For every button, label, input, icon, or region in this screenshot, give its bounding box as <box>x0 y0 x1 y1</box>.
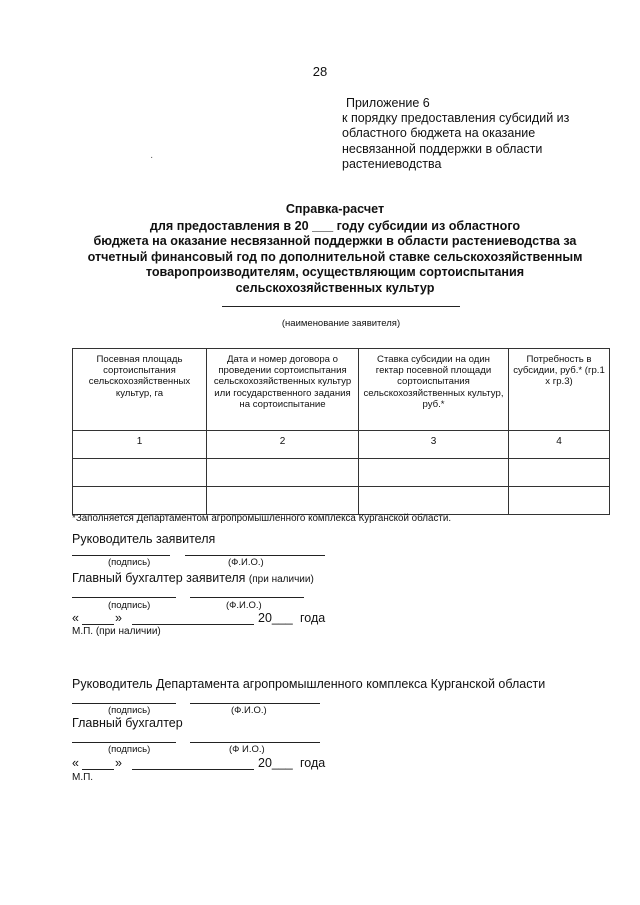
date-open-quote: « <box>72 756 79 770</box>
table-cell[interactable] <box>359 459 509 487</box>
name-caption: (Ф.И.О.) <box>226 600 262 611</box>
department-accountant-sign-line[interactable] <box>72 742 176 743</box>
table-number-row <box>73 431 610 459</box>
table-header-rate: Ставка субсидии на один гектар посевной площади сортоиспытания сельскохозяйственных культур, руб.* <box>359 349 509 431</box>
appendix-line: областного бюджета на оказание <box>342 126 536 141</box>
table-header-contract: Дата и номер договора о проведении сортоиспытания сельскохозяйственных культур или государственного задания на сортоиспытание <box>207 349 359 431</box>
year-blank[interactable]: ___ <box>271 611 293 625</box>
date-month-line[interactable] <box>132 769 254 770</box>
applicant-accountant-name-line[interactable] <box>190 597 304 598</box>
applicant-accountant-title: Главный бухгалтер заявителя <box>72 571 246 585</box>
table-cell[interactable] <box>509 487 610 515</box>
table-row <box>73 459 610 487</box>
date-open-quote: « <box>72 611 79 625</box>
date-close-quote: » <box>115 611 122 625</box>
applicant-head-sign-line[interactable] <box>72 555 170 556</box>
department-accountant-label: Главный бухгалтер <box>72 716 183 730</box>
document-title <box>70 202 600 297</box>
table-cell[interactable] <box>359 487 509 515</box>
year-blank[interactable]: ___ <box>271 756 293 770</box>
stamp-label: М.П. <box>72 772 94 783</box>
department-head-sign-line[interactable] <box>72 703 176 704</box>
year-prefix <box>258 611 293 625</box>
date-day-line[interactable] <box>82 769 114 770</box>
applicant-head-name-line[interactable] <box>185 555 325 556</box>
table-header-area: Посевная площадь сортоиспытания сельскохозяйственных культур, га <box>73 349 207 431</box>
sign-caption: (подпись) <box>108 744 151 755</box>
document-title-line: сельскохозяйственных культур <box>235 280 435 295</box>
applicant-accountant-sign-line[interactable] <box>72 597 176 598</box>
table-cell[interactable] <box>73 487 207 515</box>
year-suffix: года <box>300 611 326 625</box>
appendix-title: Приложение 6 <box>346 96 430 110</box>
column-number: 4 <box>509 431 610 459</box>
table-cell[interactable] <box>207 487 359 515</box>
department-head-name-line[interactable] <box>190 703 320 704</box>
document-title-line: для предоставления в 20 ___ году субсидии из областного <box>149 218 521 233</box>
document-title-line: отчетный финансовый год по дополнительной ставке сельскохозяйственным <box>87 249 583 264</box>
column-number: 1 <box>73 431 207 459</box>
subsidy-table <box>72 348 610 515</box>
appendix-line: несвязанной поддержки в области <box>342 141 543 156</box>
year-prefix-text: 20 <box>258 611 272 625</box>
date-day-line[interactable] <box>82 624 114 625</box>
table-cell[interactable] <box>509 459 610 487</box>
department-head-label: Руководитель Департамента агропромышленного комплекса Курганской области <box>72 677 546 691</box>
sign-caption: (подпись) <box>108 557 151 568</box>
applicant-name-line[interactable] <box>222 306 460 307</box>
table-cell[interactable] <box>207 459 359 487</box>
scan-mark: · <box>150 152 154 163</box>
stamp-label: М.П. (при наличии) <box>72 626 161 637</box>
table-cell[interactable] <box>73 459 207 487</box>
applicant-name-caption: (наименование заявителя) <box>281 318 401 329</box>
date-close-quote: » <box>115 756 122 770</box>
table-row <box>73 487 610 515</box>
sign-caption: (подпись) <box>108 705 151 716</box>
document-title-line: товаропроизводителям, осуществляющим сортоиспытания <box>145 265 525 280</box>
column-number: 2 <box>207 431 359 459</box>
year-suffix: года <box>300 756 326 770</box>
page-number: 28 <box>312 64 328 79</box>
sign-caption: (подпись) <box>108 600 151 611</box>
name-caption: (Ф.И.О.) <box>228 557 264 568</box>
appendix-line: растениеводства <box>342 156 442 171</box>
appendix-line: к порядку предоставления субсидий из <box>342 111 570 126</box>
footnote: *Заполняется Департаментом агропромышленного комплекса Курганской области. <box>72 513 452 524</box>
date-month-line[interactable] <box>132 624 254 625</box>
table-header-row <box>73 349 610 431</box>
applicant-accountant-label <box>72 571 314 585</box>
document-title-main: Справка-расчет <box>285 202 385 216</box>
name-caption: (Ф И.О.) <box>229 744 265 755</box>
year-prefix <box>258 756 293 770</box>
applicant-accountant-note: (при наличии) <box>248 574 314 585</box>
name-caption: (Ф.И.О.) <box>231 705 267 716</box>
applicant-head-label: Руководитель заявителя <box>72 532 216 546</box>
appendix-block <box>342 96 570 172</box>
document-title-line: бюджета на оказание несвязанной поддержки в области растениеводства за <box>93 234 577 249</box>
column-number: 3 <box>359 431 509 459</box>
table-header-need: Потребность в субсидии, руб.* (гр.1 х гр.3) <box>509 349 610 431</box>
department-accountant-name-line[interactable] <box>190 742 320 743</box>
year-prefix-text: 20 <box>258 756 272 770</box>
